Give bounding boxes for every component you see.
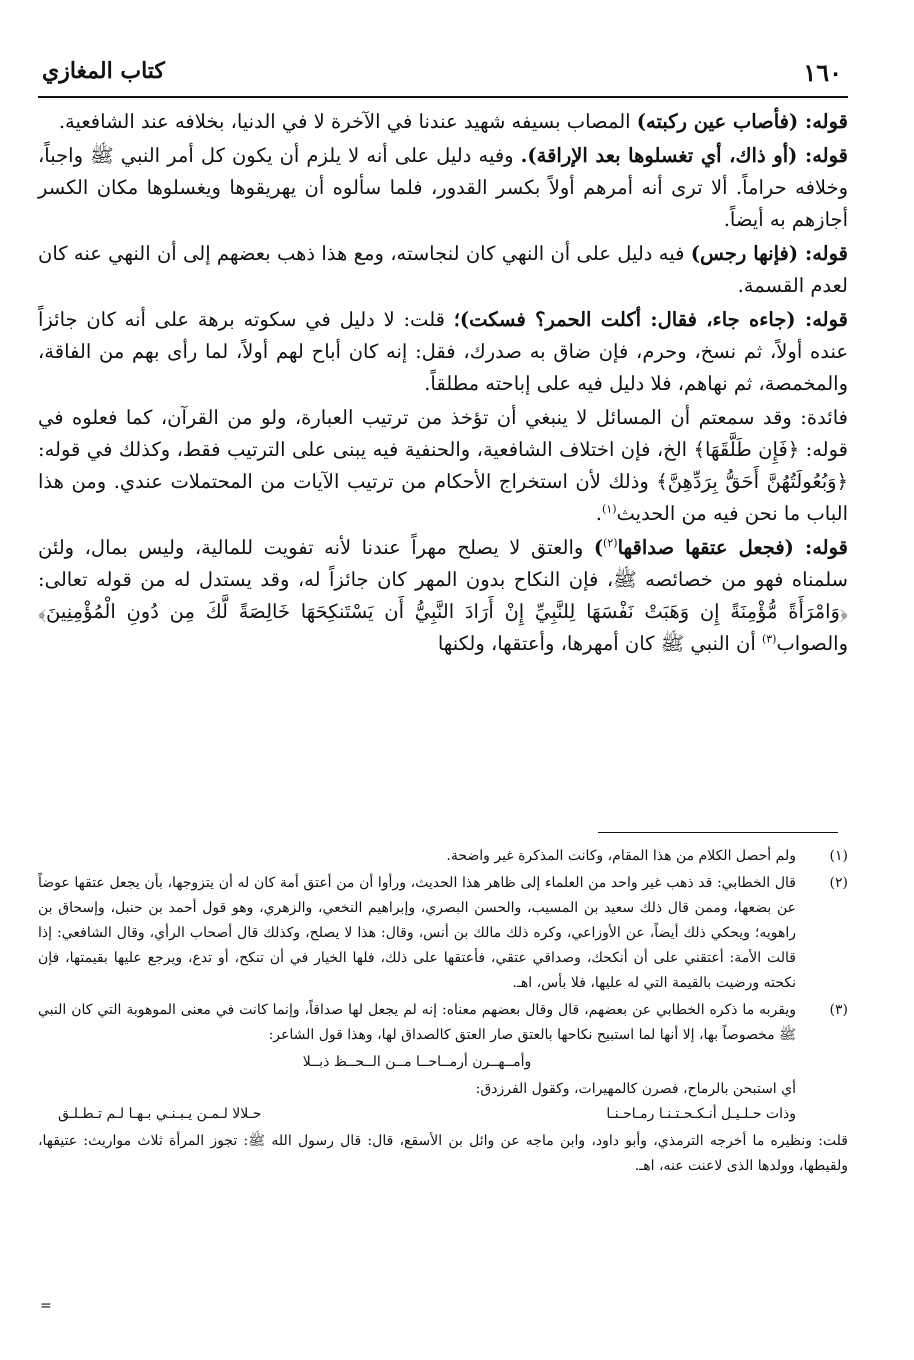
footnote	[38, 871, 848, 996]
paragraph	[38, 238, 848, 302]
page-number: ١٦٠	[803, 58, 842, 87]
footnote-ref[interactable]: (١)	[601, 502, 617, 516]
page-header	[38, 52, 848, 98]
paragraph	[38, 304, 848, 400]
paragraph-text: فائدة: وقد سمعتم أن المسائل لا ينبغي أن تؤخذ من ترتيب العبارة، ولو من القرآن، كما فعلوه في قوله: ﴿فَإِن طَلَّقَهَا﴾ الخ، فإن اختلاف الشافعية، والحنفية فيه يبنى على الترتيب فقط، وكذلك في قوله: ﴿وَبُعُولَتُهُنَّ أَحَقُّ بِرَدِّهِنَّ﴾ وذلك لأن استخراج الأحكام من ترتيب الآيات من المحتملات عندي. ومن هذا الباب ما نحن فيه من الحديث	[38, 406, 848, 525]
footnote-ref[interactable]: (٣)	[761, 632, 777, 646]
footnote-text: ولم أحصل الكلام من هذا المقام، وكانت المذكرة غير واضحة.	[446, 848, 796, 864]
paragraph-tail: .	[595, 502, 602, 525]
paragraph-text: فيه دليل على أن النهي كان لنجاسته، ومع هذا ذهب بعضهم إلى أن النهي عنه كان لعدم القسمة.	[38, 242, 848, 297]
footnote-text-after-verse: أي استبحن بالرماح، فصرن كالمهيرات، وكقول الفرزدق:	[475, 1081, 796, 1097]
paragraph	[38, 106, 848, 138]
poetry-couplet	[38, 1102, 796, 1127]
continuation-mark: =	[40, 1298, 52, 1314]
footnote-text: ويقربه ما ذكره الخطابي عن بعضهم، قال وقال بعضهم معناه: إنه لم يجعل لها صداقاً، وإنما كانت في معنى الموهوبة التي كان النبي ﷺ مخصوصاً بها، إلا أنها لما استبيح نكاحها بالعتق صار العتق كالصداق لها، وهذا قول الشاعر:	[38, 1002, 796, 1043]
quote-lead: قوله: (فأصاب عين ركبته)	[636, 110, 848, 133]
paragraph-text: والعتق لا يصلح مهراً عندنا لأنه تفويت للمالية، وليس بمال، ولئن سلمناه فهو من خصائصه ﷺ، فإن النكاح بدون المهر كان جائزاً له، وقد يستدل له من قوله تعالى: ﴿وَامْرَأَةً مُّؤْمِنَةً إِن وَهَبَتْ نَفْسَهَا لِلنَّبِيِّ إِنْ أَرَادَ النَّبِيُّ أَن يَسْتَنكِحَهَا خَالِصَةً لَّكَ مِن دُونِ الْمُؤْمِنِينَ﴾ والصواب	[38, 536, 848, 655]
paragraph-text: المصاب بسيفه شهيد عندنا في الآخرة لا في الدنيا، بخلافه عند الشافعية.	[58, 110, 637, 133]
paragraph-text: قلت: لا دليل في سكوته برهة على أنه كان جائزاً عنده أولاً، ثم نسخ، وحرم، فإن ضاق به صدرك، فقل: إنه كان أباح لهم أولاً، لما رأى بهم من الفاقة، والمخمصة، ثم نهاهم، فلا دليل فيه على إباحته مطلقاً.	[38, 308, 848, 395]
quote-lead: قوله: (أو ذاك، أي تغسلوها بعد الإراقة).	[520, 144, 848, 167]
verse-first-hemistich: وذات حـلـيـل أنـكـحـتـنـا رمـاحـنـا	[606, 1106, 796, 1122]
footnote	[38, 998, 848, 1127]
verse-second-hemistich: حـلالا لـمـن يـبـنـي بـهـا لـم تـطـلـق	[58, 1106, 262, 1122]
footnote-ref[interactable]: (٢)	[603, 536, 618, 550]
poetry-verse: وأمــهــرن أرمــاحــا مــن الــحــظ ذبــلا	[302, 1054, 532, 1070]
footnote-text: قال الخطابي: قد ذهب غير واحد من العلماء إلى ظاهر هذا الحديث، ورأوا أن من أعتق أمة كان له أن يتزوجها، بأن يجعل عتقها عوضاً عن بضعها، وممن قال ذلك سعيد بن المسيب، والحسن البصري، وإبراهيم النخعي، والزهري، وهو قول أحمد بن حنبل، وإسحاق بن راهويه؛ ويحكي ذلك أيضاً، عن الأوزاعي، وكره ذلك مالك بن أنس، وقال: هذا لا يصلح، وكذلك قال أصحاب الرأي، وقال الشافعي: إذا قالت الأمة: أعتقني على أن أنكحك، وصداقي عتقي، فأعتقها على ذلك، فلها الخيار في أن تنكح، أو تدع، ويرجع عليها بقيمتها، فإن نكحته ورضيت بالقيمة التي له عليها، فلا بأس، اهـ.	[38, 875, 796, 991]
quote-lead: قوله: (فإنها رجس)	[690, 242, 848, 265]
footnote-divider	[598, 832, 838, 833]
book-title: كتاب المغازي	[42, 58, 165, 84]
paragraph-tail: أن النبي ﷺ كان أمهرها، وأعتقها، ولكنها	[437, 632, 762, 655]
footnote	[38, 844, 848, 869]
paragraph-text: وفيه دليل على أنه لا يلزم أن يكون كل أمر النبي ﷺ واجباً، وخلافه حراماً. ألا ترى أنه أمرهم أولاً بكسر القدور، فلما سألوه أن يهريقوها ويغسلوها مكان الكسر أجازهم به أيضاً.	[38, 144, 848, 231]
quote-lead-close: )	[593, 536, 604, 559]
paragraph	[38, 140, 848, 236]
paragraph	[38, 402, 848, 530]
footnote-number: (٣)	[829, 1002, 848, 1018]
footnote-closing: قلت: ونظيره ما أخرجه الترمذي، وأبو داود، وابن ماجه عن وائل بن الأسقع، قال: قال رسول الله ﷺ: تجوز المرأة ثلاث مواريث: عتيقها، ولقيطها، وولدها الذى لاعنت عنه، اهـ.	[38, 1133, 848, 1174]
main-text	[38, 106, 848, 662]
footnote-number: (١)	[829, 848, 848, 864]
quote-lead: قوله: (فجعل عتقها صداقها	[617, 536, 848, 559]
quote-lead: قوله: (جاءه جاء، فقال: أكلت الحمر؟ فسكت)؛	[453, 308, 848, 331]
paragraph	[38, 532, 848, 660]
footnotes	[38, 844, 848, 1179]
footnote-number: (٢)	[829, 875, 848, 891]
